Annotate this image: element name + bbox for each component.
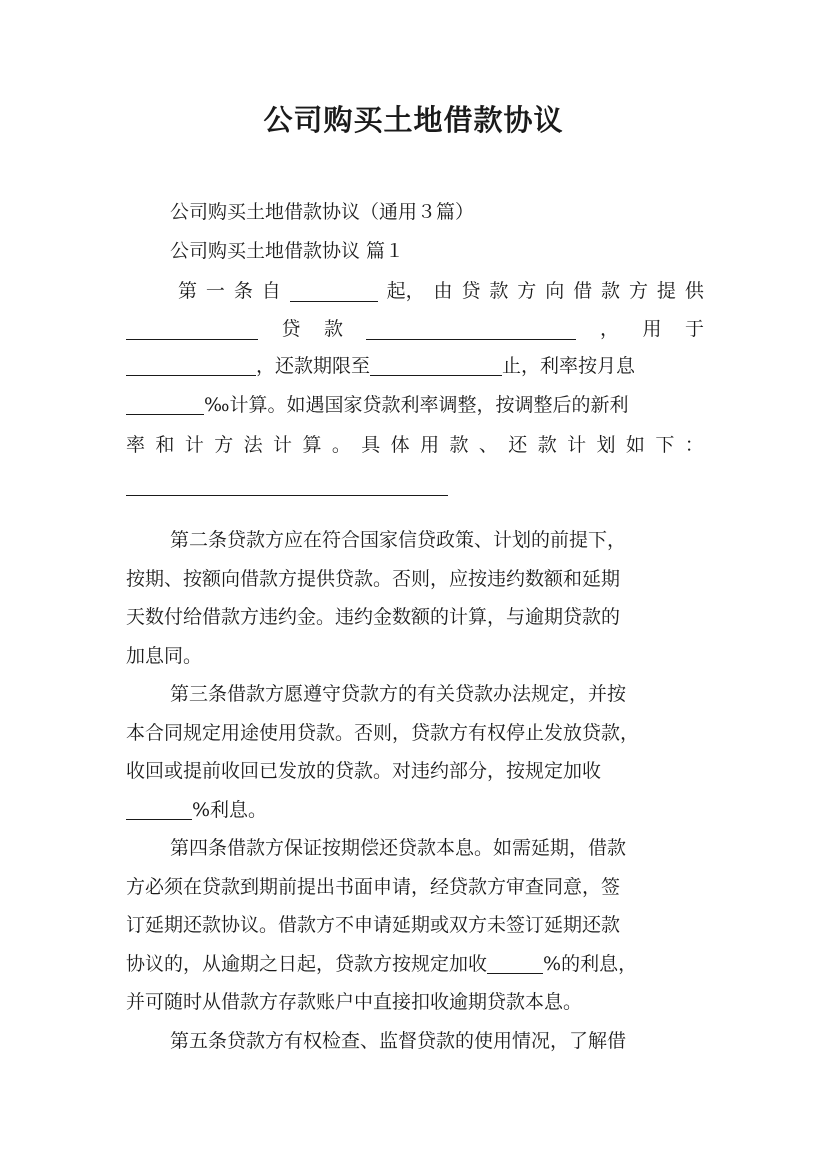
text: 计 bbox=[567, 433, 587, 456]
article-1-line-1 bbox=[126, 270, 704, 309]
text: 第 bbox=[178, 279, 198, 302]
text: 款 bbox=[537, 433, 557, 456]
text: 。 bbox=[331, 433, 351, 456]
document-title: 公司购买土地借款协议 bbox=[263, 103, 564, 137]
text: 由 bbox=[433, 279, 453, 302]
blank-loan-plan bbox=[126, 471, 448, 496]
text: 方 bbox=[628, 279, 648, 302]
article-2-line: 天数付给借款方违约金。违约金数额的计算，与逾期贷款的 bbox=[126, 606, 621, 628]
text: 方 bbox=[517, 279, 537, 302]
article-3-line: 本合同规定用途使用贷款。否则，贷款方有权停止发放贷款， bbox=[126, 721, 640, 744]
article-4-line: 订延期还款协议。借款方不申请延期或双方未签订延期还款 bbox=[126, 914, 621, 936]
article-2-line: 第二条贷款方应在符合国家信贷政策、计划的前提下， bbox=[170, 529, 627, 551]
blank-overdue-rate bbox=[487, 949, 543, 974]
text: %的利息， bbox=[543, 952, 638, 975]
text: 贷 bbox=[461, 279, 481, 302]
blank-lender bbox=[126, 315, 258, 340]
blank-penalty-rate bbox=[126, 795, 192, 820]
text: 于 bbox=[684, 318, 704, 341]
text: 法 bbox=[243, 433, 263, 456]
article-4-line: 第四条借款方保证按期偿还贷款本息。如需延期，借款 bbox=[170, 837, 627, 859]
text: 自 bbox=[261, 279, 281, 302]
text: 划 bbox=[596, 433, 616, 456]
text: 起， bbox=[386, 279, 425, 302]
text: 用 bbox=[642, 318, 662, 341]
article-1-line-4 bbox=[126, 386, 704, 425]
text: 款 bbox=[489, 279, 509, 302]
blank-repay-date bbox=[370, 351, 502, 376]
article-5-line: 第五条贷款方有权检查、监督贷款的使用情况，了解借 bbox=[170, 1029, 627, 1052]
text: 贷 bbox=[281, 318, 301, 341]
text: %利息。 bbox=[192, 798, 268, 821]
text: 款 bbox=[601, 279, 621, 302]
text: 计 bbox=[273, 433, 293, 456]
blank-loan-amount bbox=[366, 315, 576, 340]
article-1-line-6 bbox=[126, 463, 704, 502]
text: 款 bbox=[323, 318, 343, 341]
text: 率 bbox=[126, 433, 146, 456]
text: 下 bbox=[655, 433, 675, 456]
intro-line: 公司购买土地借款协议 篇１ bbox=[170, 239, 405, 262]
article-1-line-2 bbox=[126, 309, 704, 348]
article-2-line: 加息同。 bbox=[126, 644, 203, 667]
text: 如 bbox=[625, 433, 645, 456]
text: 、 bbox=[478, 433, 498, 456]
text: 条 bbox=[233, 279, 253, 302]
blank-monthly-rate bbox=[126, 390, 204, 415]
intro-line: 公司购买土地借款协议（通用３篇） bbox=[170, 201, 475, 223]
article-1-line-5 bbox=[126, 424, 704, 463]
text: 具 bbox=[361, 433, 381, 456]
text: ‰计算。如遇国家贷款利率调整，按调整后的新利 bbox=[204, 393, 629, 416]
text: 供 bbox=[684, 279, 704, 302]
text: 借 bbox=[573, 279, 593, 302]
document-body bbox=[126, 193, 704, 1060]
blank-purpose bbox=[126, 351, 256, 376]
text: 和 bbox=[155, 433, 175, 456]
text: 向 bbox=[545, 279, 565, 302]
text: 款 bbox=[449, 433, 469, 456]
article-3-line: 收回或提前收回已发放的贷款。对违约部分，按规定加收 bbox=[126, 760, 602, 782]
article-4-line bbox=[126, 945, 704, 984]
article-3-line bbox=[126, 791, 704, 830]
text: ，还款期限至 bbox=[256, 355, 371, 377]
text: 计 bbox=[184, 433, 204, 456]
article-3-line: 第三条借款方愿遵守贷款方的有关贷款办法规定，并按 bbox=[170, 683, 627, 705]
text: 提 bbox=[656, 279, 676, 302]
blank-start-date bbox=[290, 277, 378, 302]
article-2-line: 按期、按额向借款方提供贷款。否则，应按违约数额和延期 bbox=[126, 567, 621, 590]
text: ： bbox=[684, 433, 704, 456]
text: 止，利率按月息 bbox=[502, 355, 636, 377]
text: ， bbox=[599, 318, 619, 341]
article-1-line-3 bbox=[126, 347, 704, 386]
text: 协议的，从逾期之日起，贷款方按规定加收 bbox=[126, 952, 488, 975]
article-4-line: 方必须在贷款到期前提出书面申请，经贷款方审查同意，签 bbox=[126, 875, 621, 898]
text: 用 bbox=[420, 433, 440, 456]
text: 体 bbox=[390, 433, 410, 456]
text: 还 bbox=[508, 433, 528, 456]
text: 算 bbox=[302, 433, 322, 456]
text: 一 bbox=[205, 279, 225, 302]
text: 方 bbox=[214, 433, 234, 456]
article-4-line: 并可随时从借款方存款账户中直接扣收逾期贷款本息。 bbox=[126, 991, 583, 1013]
